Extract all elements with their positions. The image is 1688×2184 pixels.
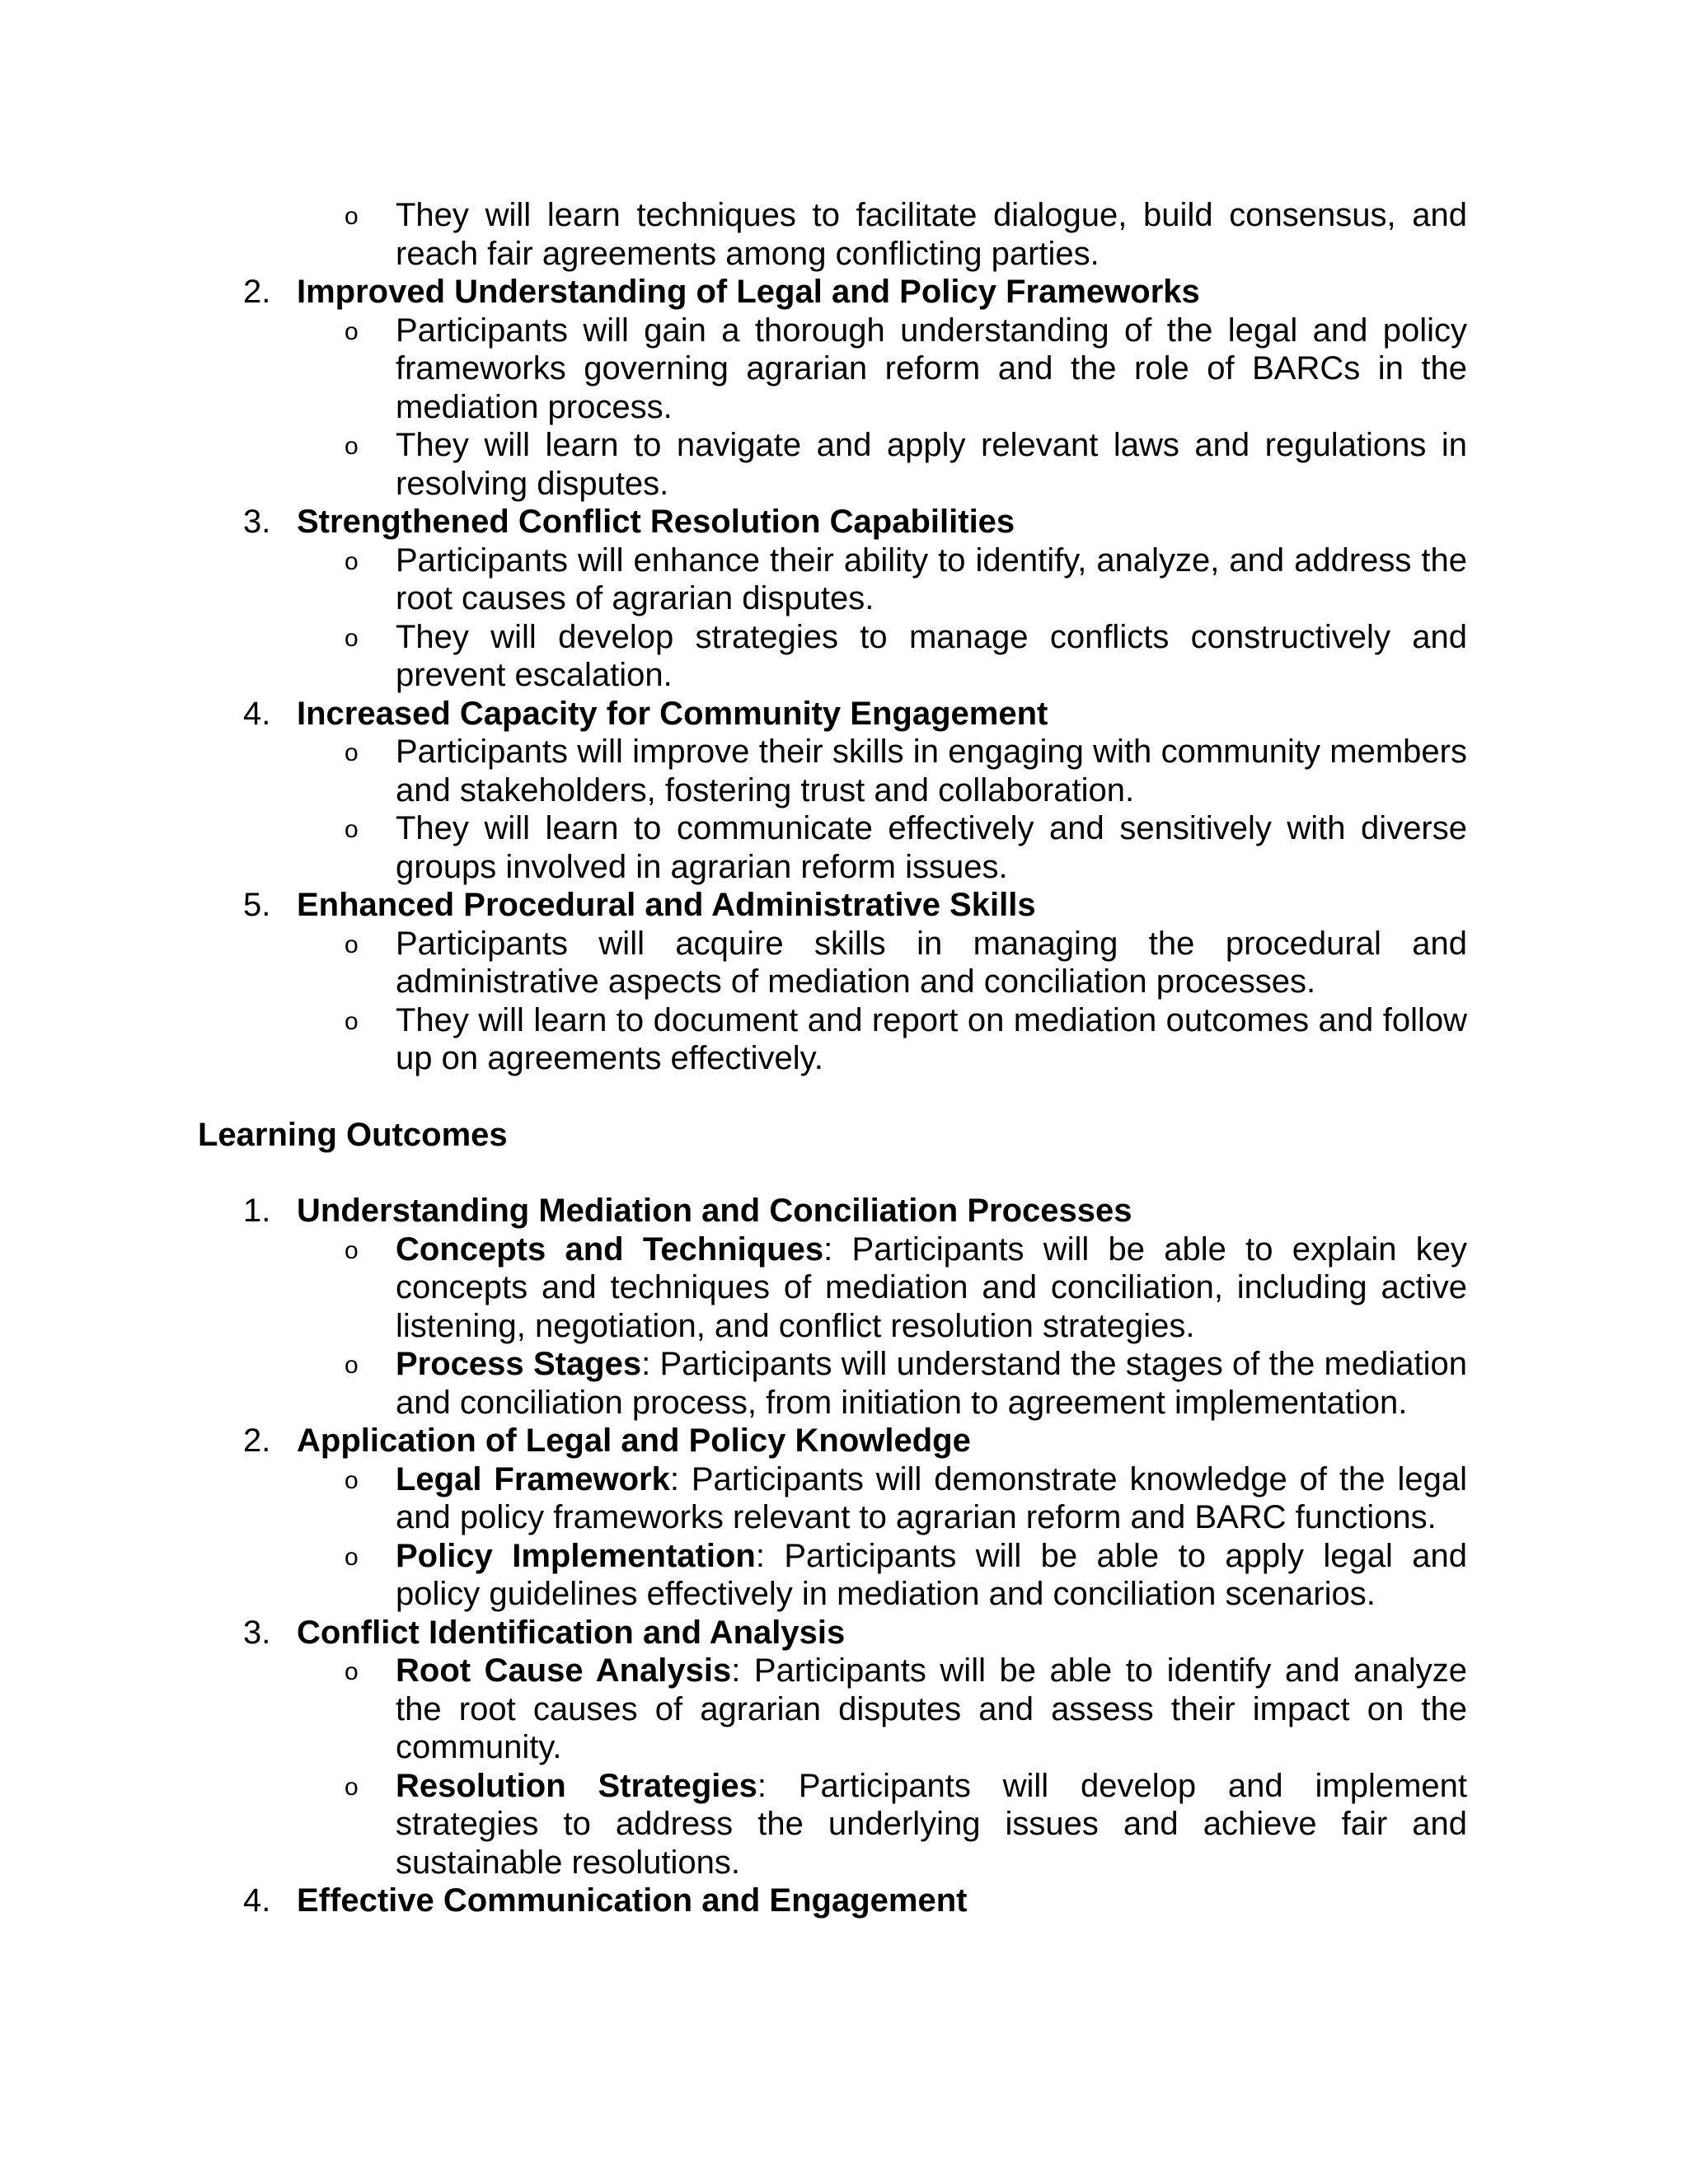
objective-title: Improved Understanding of Legal and Policy Frameworks (297, 274, 1200, 310)
bullet-text: : Participants will be able to identify and analyze the root causes of agrarian disputes and assess their impact on the community. (396, 1652, 1467, 1765)
list-number: 1. (243, 1193, 271, 1229)
bullet-icon: o (345, 1352, 359, 1379)
bullet-text: : Participants will be able to explain key concepts and techniques of mediation and conciliation, including active listening, negotiation, and conflict resolution strategies. (396, 1230, 1467, 1344)
section-heading: Learning Outcomes (198, 1116, 508, 1153)
bullet-icon: o (345, 739, 359, 766)
sub-list (297, 1460, 1467, 1614)
list-item (198, 1345, 1467, 1422)
bullet-icon: o (345, 816, 359, 843)
objective-title: Strengthened Conflict Resolution Capabilities (297, 504, 1015, 540)
list-item (198, 1767, 1467, 1882)
list-item (198, 809, 1467, 886)
bullet-label: Policy Implementation (396, 1537, 756, 1574)
objective-item (198, 695, 1467, 887)
list-item (198, 1460, 1467, 1537)
outcome-title: Application of Legal and Policy Knowledge (297, 1422, 971, 1459)
list-item (198, 1652, 1467, 1767)
outcome-title: Conflict Identification and Analysis (297, 1614, 846, 1651)
list-item (198, 1537, 1467, 1614)
sub-list (297, 925, 1467, 1078)
bullet-text: They will learn to communicate effectively and sensitively with diverse groups involved in agrarian reform issues. (396, 810, 1467, 885)
bullet-text: : Participants will be able to apply legal and policy guidelines effectively in mediation and conciliation scenarios. (396, 1537, 1468, 1612)
list-number: 4. (243, 1882, 271, 1919)
bullet-icon: o (345, 203, 359, 230)
bullet-text: Participants will enhance their ability to identify, analyze, and address the root causes of agrarian disputes. (396, 541, 1467, 616)
list-item (198, 1001, 1467, 1078)
bullet-text: They will learn techniques to facilitate dialogue, build consensus, and reach fair agreements among conflicting parties. (396, 197, 1467, 272)
list-item (198, 541, 1467, 618)
bullet-icon: o (345, 1658, 359, 1685)
sub-list (297, 541, 1467, 695)
sub-list (297, 733, 1467, 886)
list-item (198, 312, 1467, 427)
outcome-item (198, 1882, 1467, 1920)
bullet-icon: o (345, 1466, 359, 1494)
list-number: 3. (243, 1614, 271, 1651)
bullet-text: : Participants will understand the stages of the mediation and conciliation process, from initiation to agreement implementation. (396, 1346, 1467, 1421)
list-item (198, 733, 1467, 809)
bullet-icon: o (345, 547, 359, 575)
bullet-icon: o (345, 433, 359, 460)
bullet-icon: o (345, 624, 359, 652)
list-item (198, 925, 1467, 1001)
outcome-title: Effective Communication and Engagement (297, 1882, 968, 1919)
bullet-text: They will learn to navigate and apply relevant laws and regulations in resolving disputes. (396, 427, 1467, 502)
bullet-label: Process Stages (396, 1346, 642, 1382)
objective-title: Enhanced Procedural and Administrative Skills (297, 887, 1036, 923)
bullet-text: Participants will acquire skills in managing the procedural and administrative aspects of mediation and conciliation processes. (396, 925, 1467, 1000)
objective-item (198, 273, 1467, 503)
bullet-icon: o (345, 1236, 359, 1264)
bullet-icon: o (345, 1543, 359, 1571)
objective-title: Increased Capacity for Community Engagement (297, 695, 1048, 732)
list-item (198, 618, 1467, 695)
bullet-label: Root Cause Analysis (396, 1652, 732, 1689)
bullet-label: Legal Framework (396, 1460, 670, 1497)
bullet-icon: o (345, 317, 359, 345)
bullet-text: Participants will gain a thorough understanding of the legal and policy frameworks governing agrarian reform and the role of BARCs in the mediation process. (396, 312, 1467, 425)
outcome-item (198, 1422, 1467, 1614)
bullet-text: : Participants will develop and implement strategies to address the underlying issues and achieve fair and sustainable resolutions. (396, 1767, 1467, 1881)
list-number: 4. (243, 695, 271, 732)
bullet-icon: o (345, 1007, 359, 1035)
bullet-text: They will learn to document and report on mediation outcomes and follow up on agreements effectively. (396, 1001, 1467, 1076)
sub-list (297, 1652, 1467, 1882)
bullet-label: Resolution Strategies (396, 1767, 757, 1804)
bullet-label: Concepts and Techniques (396, 1230, 824, 1268)
bullet-text: They will develop strategies to manage conflicts constructively and prevent escalation. (396, 618, 1467, 693)
outcome-item (198, 1192, 1467, 1422)
bullet-text: : Participants will demonstrate knowledge of the legal and policy frameworks relevant to agrarian reform and BARC functions. (396, 1460, 1467, 1535)
bullet-text: Participants will improve their skills in engaging with community members and stakeholders, fostering trust and collaboration. (396, 733, 1467, 808)
bullet-icon: o (345, 930, 359, 958)
sub-list (297, 312, 1467, 504)
list-item (198, 196, 1467, 273)
list-number: 5. (243, 887, 271, 923)
list-number: 2. (243, 1422, 271, 1459)
objective-item (198, 503, 1467, 695)
list-item (198, 1230, 1467, 1346)
sub-list (297, 1230, 1467, 1422)
list-item (198, 426, 1467, 503)
list-number: 2. (243, 274, 271, 310)
page-content (198, 196, 1467, 1920)
outcome-item (198, 1614, 1467, 1882)
objective-item (198, 886, 1467, 1078)
bullet-icon: o (345, 1773, 359, 1801)
list-number: 3. (243, 504, 271, 540)
outcome-title: Understanding Mediation and Conciliation Processes (297, 1193, 1132, 1229)
